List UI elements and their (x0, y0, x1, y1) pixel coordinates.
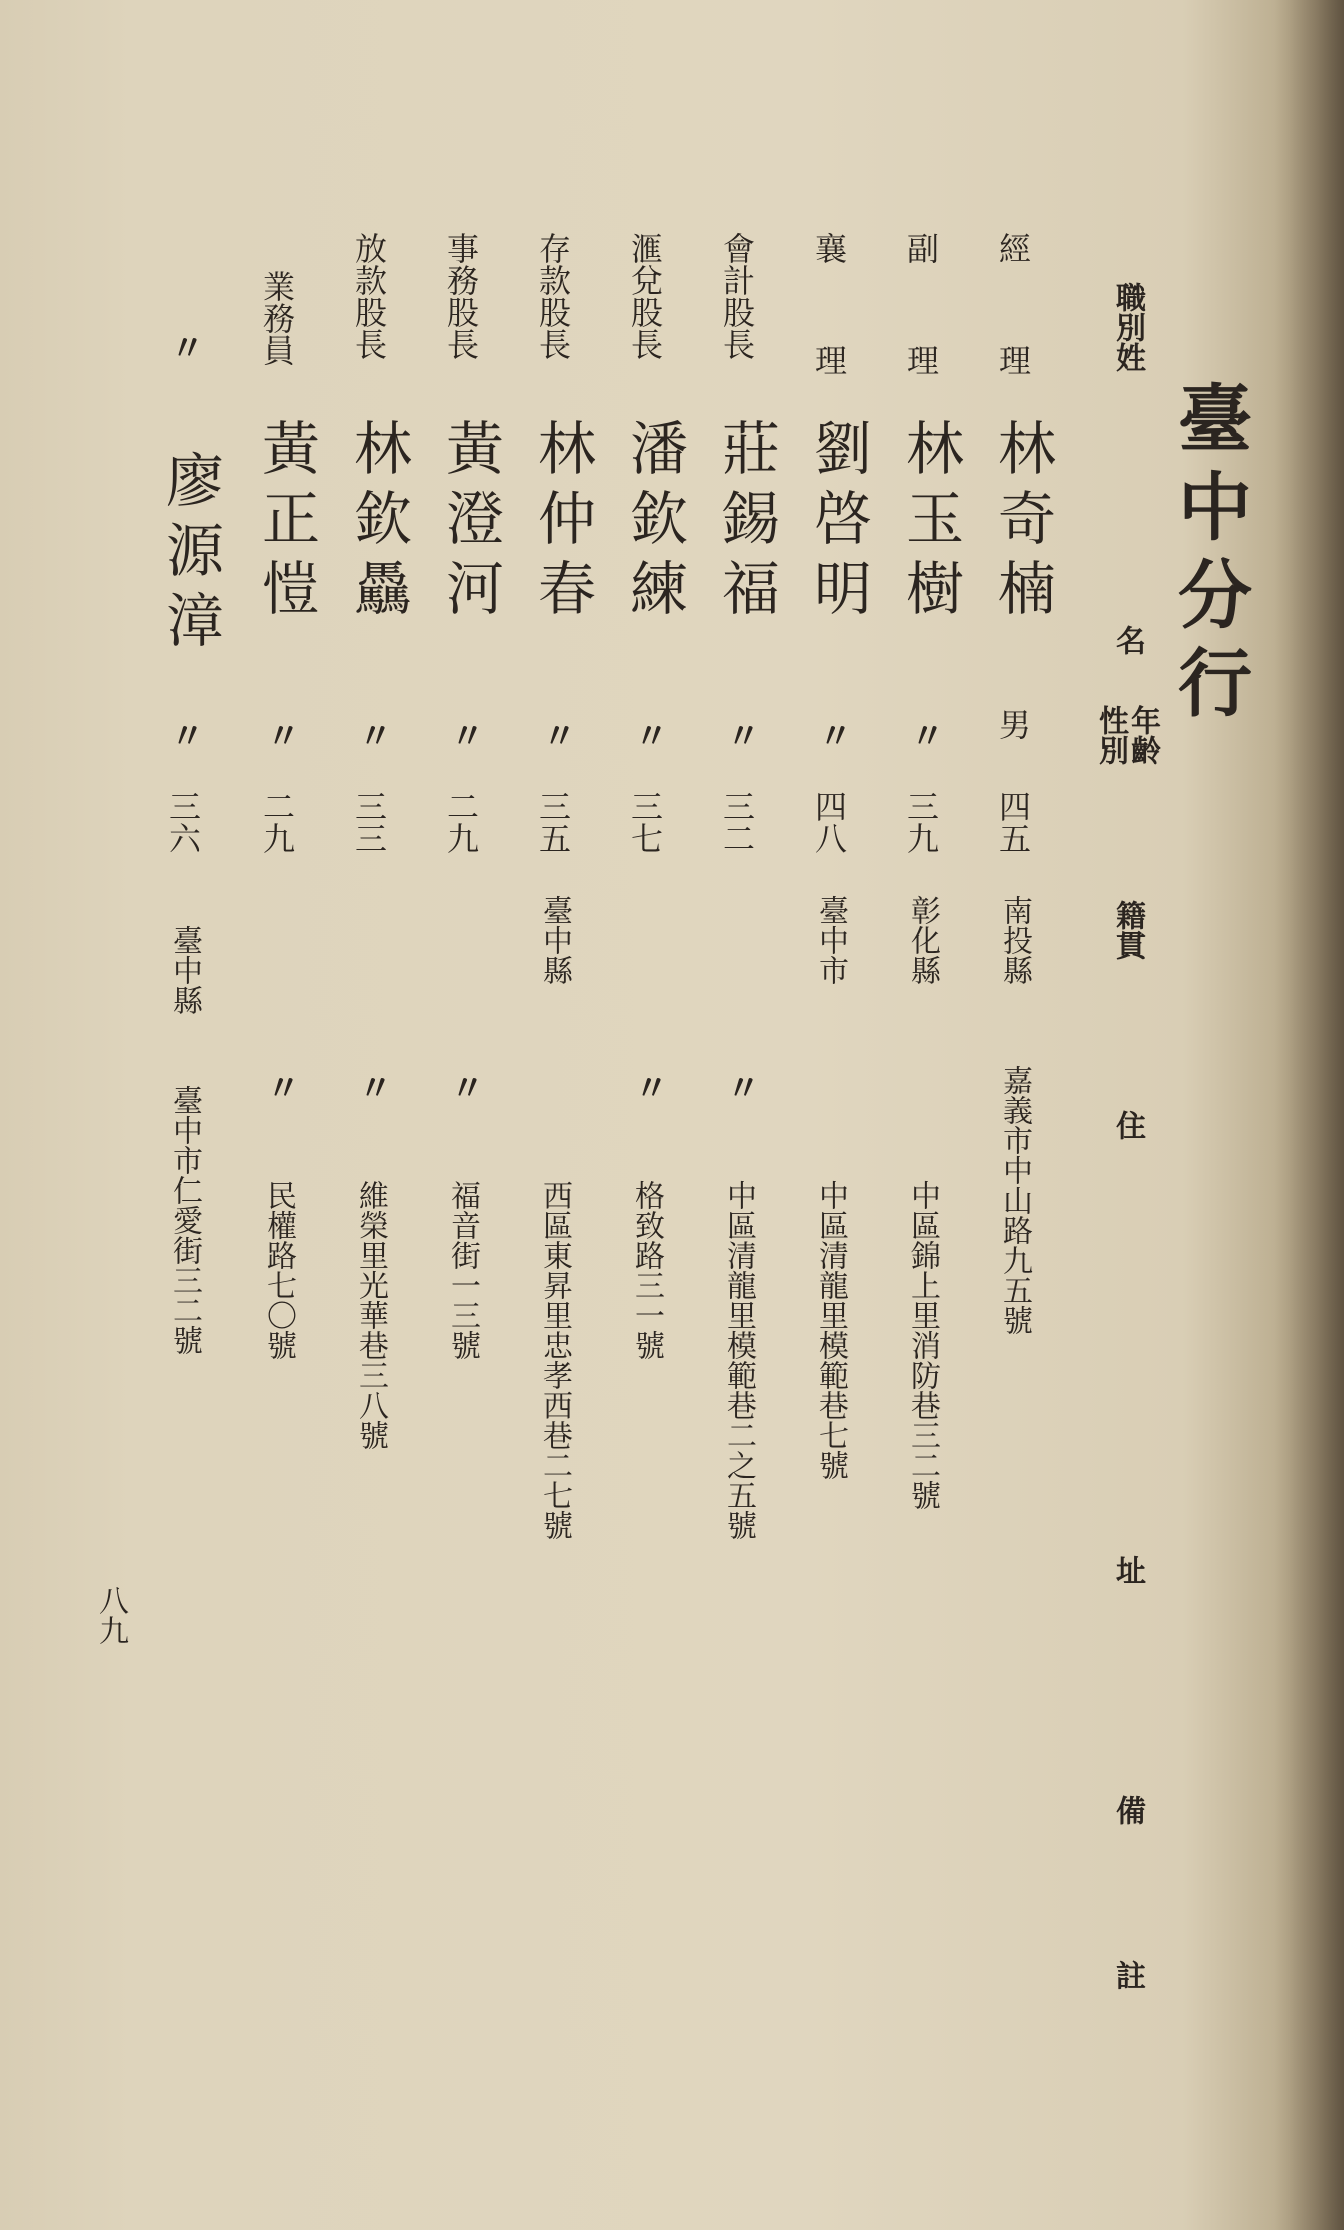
row-sex: 〃 (628, 718, 668, 752)
row-address: 嘉義市中山路九五號 (997, 1065, 1032, 1335)
row-age: 三七 (626, 790, 664, 854)
row-post: 〃 (164, 330, 204, 364)
row-name: 莊錫福 (712, 418, 780, 628)
row-name: 林仲春 (528, 418, 596, 628)
row-name: 林玉樹 (896, 418, 964, 628)
row-sex: 〃 (260, 718, 300, 752)
row-native-place: 臺中縣 (167, 925, 202, 1015)
row-native-place: 彰化縣 (905, 895, 940, 985)
row-sex: 〃 (720, 718, 760, 752)
row-sex: 男 (994, 708, 1032, 740)
row-post: 襄 理 (810, 232, 848, 400)
row-sex: 〃 (904, 718, 944, 752)
row-name: 林奇楠 (988, 418, 1056, 628)
page-title: 臺中分行 (1166, 380, 1252, 732)
row-address: 民權路七〇號 (261, 1180, 296, 1360)
row-age: 三九 (902, 790, 940, 854)
page-number: 八九 (93, 1585, 128, 1645)
row-age: 四八 (810, 790, 848, 854)
row-post: 事務股長 (442, 232, 480, 360)
row-address: 中區清龍里模範巷七號 (813, 1180, 848, 1480)
header-remark-1: 備 (1110, 1795, 1145, 1825)
row-address: 格致路三一號 (629, 1180, 664, 1360)
row-address: 維榮里光華巷三八號 (353, 1180, 388, 1450)
header-remark-2: 註 (1110, 1960, 1145, 1990)
header-address-2: 址 (1110, 1555, 1145, 1585)
row-age: 三六 (164, 790, 202, 854)
row-age: 二九 (442, 790, 480, 854)
header-native-place: 籍貫 (1110, 900, 1145, 960)
header-address-1: 住 (1110, 1110, 1145, 1140)
row-native-place: 〃 (720, 1070, 760, 1104)
row-sex: 〃 (352, 718, 392, 752)
row-post: 存款股長 (534, 232, 572, 360)
row-post: 放款股長 (350, 232, 388, 360)
row-native-place: 〃 (628, 1070, 668, 1104)
row-native-place: 〃 (444, 1070, 484, 1104)
row-name: 林欽驫 (344, 418, 412, 628)
row-address: 西區東昇里忠孝西巷二七號 (537, 1180, 572, 1540)
row-native-place: 南投縣 (997, 895, 1032, 985)
row-address: 臺中市仁愛街三二號 (167, 1085, 202, 1355)
row-post: 業務員 (258, 270, 296, 366)
row-age: 三二 (718, 790, 756, 854)
row-name: 劉啓明 (804, 418, 872, 628)
row-post: 經 理 (994, 232, 1032, 400)
row-age: 四五 (994, 790, 1032, 854)
row-native-place: 臺中縣 (537, 895, 572, 985)
row-name: 潘欽練 (620, 418, 688, 628)
header-age: 年齡 (1125, 705, 1160, 765)
row-address: 中區清龍里模範巷二之五號 (721, 1180, 756, 1540)
row-age: 三三 (350, 790, 388, 854)
row-post: 滙兌股長 (626, 232, 664, 360)
row-name: 廖源漳 (156, 450, 224, 660)
row-name: 黃澄河 (436, 418, 504, 628)
row-native-place: 〃 (352, 1070, 392, 1104)
row-sex: 〃 (164, 718, 204, 752)
row-post: 會計股長 (718, 232, 756, 360)
row-name: 黃正愷 (252, 418, 320, 628)
row-native-place: 〃 (260, 1070, 300, 1104)
header-post-name: 職別姓 (1110, 282, 1145, 372)
row-age: 三五 (534, 790, 572, 854)
row-address: 中區錦上里消防巷三二號 (905, 1180, 940, 1510)
header-sex: 性別 (1093, 705, 1128, 765)
book-spine-shadow (1274, 0, 1344, 2230)
row-address: 福音街一三號 (445, 1180, 480, 1360)
header-name: 名 (1110, 625, 1145, 655)
row-sex: 〃 (444, 718, 484, 752)
row-sex: 〃 (812, 718, 852, 752)
row-age: 二九 (258, 790, 296, 854)
row-post: 副 理 (902, 232, 940, 400)
row-sex: 〃 (536, 718, 576, 752)
row-native-place: 臺中市 (813, 895, 848, 985)
